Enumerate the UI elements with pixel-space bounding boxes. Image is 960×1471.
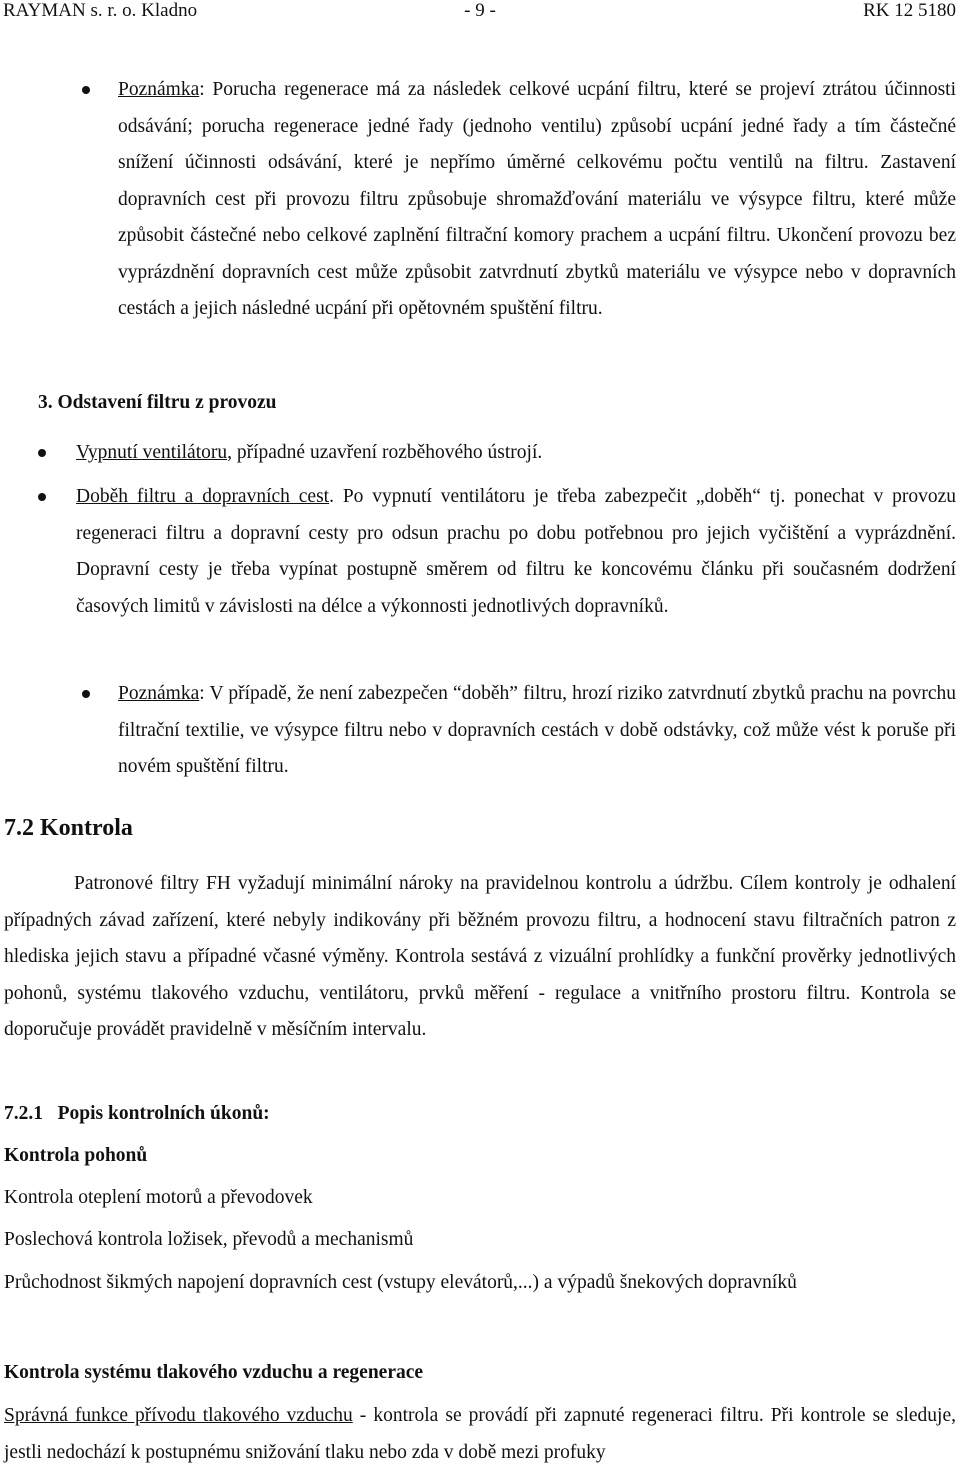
note-label: Poznámka — [118, 79, 200, 100]
list-item-fan-off: Vypnutí ventilátoru, případné uzavření rozběhového ústrojí. — [76, 442, 543, 463]
note-regeneration: Poznámka: Porucha regenerace má za následek celkové ucpání filtru, které se projeví ztrátou účinnosti odsávání; porucha regenerace jedné řady (jednoho ventilu) způsobí ucpání jedné řady a tím částečné snížení účinnosti odsávání, které je nepřímo úměrné celkovému počtu ventilů na filtru. Zastavení dopravních cest při provozu filtru způsobuje shromažďování materiálu ve výsypce filtru, které může způsobit částečné nebo celkové zaplnění filtrační komory prachem a ucpání filtru. Ukončení provozu bez vyprázdnění dopravních cest může způsobit zatvrdnutí zbytků materiálu ve výsypce nebo v dopravních cestách a jejich následné ucpání při opětovném spuštění filtru. — [118, 79, 956, 319]
header-document-code: RK 12 5180 — [863, 0, 956, 21]
paragraph-control: Patronové filtry FH vyžadují minimální nároky na pravidelnou kontrolu a údržbu. Cílem kontroly je odhalení případných závad zařízení, které nebyly indikovány při běžném provozu filtru, a hodnocení stavu filtračních patron z hlediska jejich stavu a případné včasné výměny. Kontrola sestává z vizuální prohlídky a funkční prověrky jednotlivých pohonů, systému tlakového vzduchu, ventilátoru, prvků měření - regulace a vnitřního prostoru filtru. Kontrola se doporučuje provádět pravidelně v měsíčním intervalu. — [4, 873, 956, 1040]
list-item: Průchodnost šikmých napojení dopravních cest (vstupy elevátorů,...) a výpadů šnekových dopravníků — [4, 1272, 797, 1293]
list-item: Kontrola oteplení motorů a převodovek — [4, 1187, 313, 1208]
bullet-icon — [82, 690, 90, 698]
paragraph-air: Správná funkce přívodu tlakového vzduchu - kontrola se provádí při zapnuté regeneraci filtru. Při kontrole se sleduje, jestli nedochází k postupnému snižování tlaku nebo zda v době mezi profuky — [4, 1405, 956, 1463]
note-label: Poznámka — [118, 683, 200, 704]
drives-title: Kontrola pohonů — [4, 1145, 148, 1166]
item-label: Doběh filtru a dopravních cest — [76, 486, 330, 507]
header-page-number: - 9 - — [464, 0, 496, 21]
note-text: V případě, že není zabezpečen “doběh” filtru, hrozí riziko zatvrdnutí zbytků prachu na povrchu filtrační textilie, ve výsypce filtru nebo v dopravních cestách v době odstávky, což může vést k poruše při novém spuštění filtru. — [118, 683, 956, 777]
subsection-heading: 7.2.1 Popis kontrolních úkonů: — [4, 1103, 270, 1124]
page-header — [0, 0, 960, 28]
list-item: Poslechová kontrola ložisek, převodů a mechanismů — [4, 1229, 414, 1250]
page-title: 7.2 Kontrola — [4, 815, 133, 841]
section-heading: 3. Odstavení filtru z provozu — [38, 392, 277, 413]
air-title: Kontrola systému tlakového vzduchu a regenerace — [4, 1362, 424, 1383]
item-label: Vypnutí ventilátoru — [76, 442, 228, 463]
bullet-icon — [38, 493, 46, 501]
item-label: Správná funkce přívodu tlakového vzduchu — [4, 1405, 353, 1426]
note-rundown: Poznámka: V případě, že není zabezpečen “doběh” filtru, hrozí riziko zatvrdnutí zbytků prachu na povrchu filtrační textilie, ve výsypce filtru nebo v dopravních cestách v době odstávky, což může vést k poruše při novém spuštění filtru. — [118, 683, 956, 777]
bullet-icon — [38, 449, 46, 457]
bullet-icon — [82, 86, 90, 94]
header-company: RAYMAN s. r. o. Kladno — [3, 0, 198, 21]
note-text: Porucha regenerace má za následek celkové ucpání filtru, které se projeví ztrátou účinnosti odsávání; porucha regenerace jedné řady (jednoho ventilu) způsobí ucpání jedné řady a tím částečné snížení účinnosti odsávání, které je nepřímo úměrné celkovému počtu ventilů na filtru. Zastavení dopravních cest při provozu filtru způsobuje shromažďování materiálu ve výsypce filtru, které může způsobit částečné nebo celkové zaplnění filtrační komory prachem a ucpání filtru. Ukončení provozu bez vyprázdnění dopravních cest může způsobit zatvrdnutí zbytků materiálu ve výsypce nebo v dopravních cestách a jejich následné ucpání při opětovném spuštění filtru. — [118, 79, 956, 319]
list-item-rundown: Doběh filtru a dopravních cest. Po vypnutí ventilátoru je třeba zabezpečit „doběh“ tj. ponechat v provozu regeneraci filtru a dopravní cesty pro odsun prachu po dobu potřebnou pro jejich vyčištění a vyprázdnění. Dopravní cesty je třeba vypínat postupně směrem od filtru ke koncovému článku při současném dodržení časových limitů v závislosti na délce a výkonnosti jednotlivých dopravníků. — [76, 486, 957, 617]
